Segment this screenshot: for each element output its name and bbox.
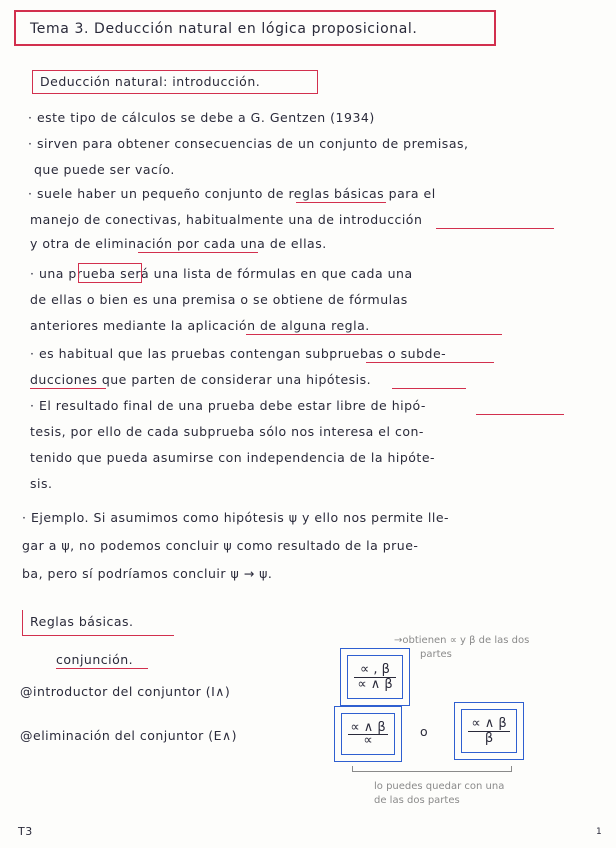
intro-rule-inner	[347, 655, 403, 699]
note-top-line-1: →obtienen ∝ y β de las dos	[394, 635, 530, 646]
line-16: · Ejemplo. Si asumimos como hipótesis ψ y ello nos permite lle-	[22, 510, 450, 525]
elim-rule-1-inner	[341, 713, 395, 755]
underline-subpruebas	[366, 362, 494, 363]
note-top-line-2: partes	[420, 649, 452, 660]
page-title: Tema 3. Deducción natural en lógica proposicional.	[30, 21, 418, 37]
intro-rule-box	[340, 648, 410, 706]
intro-rule-label: @introductor del conjuntor (I∧)	[20, 684, 231, 699]
title-box	[14, 10, 496, 46]
intro-rule-premise: ∝ , β	[360, 662, 390, 677]
line-5: manejo de conectivas, habitualmente una de introducción	[30, 212, 423, 227]
line-8: de ellas o bien es una premisa o se obtiene de fórmulas	[30, 292, 408, 307]
line-14: tenido que pueda asumirse con independencia de la hipóte-	[30, 450, 436, 465]
line-3: que puede ser vacío.	[34, 162, 175, 177]
footer-left: T3	[18, 825, 33, 838]
line-17: gar a ψ, no podemos concluir ψ como resultado de la prue-	[22, 538, 419, 553]
line-11: ducciones que parten de considerar una hipótesis.	[30, 372, 372, 387]
elim-rule-1-box	[334, 706, 402, 762]
underline-conjuncion	[56, 668, 148, 669]
bracket-line	[352, 766, 512, 772]
line-9: anteriores mediante la aplicación de alguna regla.	[30, 318, 370, 333]
elim-rule-2-box	[454, 702, 524, 760]
intro-rule-conclusion: ∝ ∧ β	[357, 677, 393, 692]
line-2: · sirven para obtener consecuencias de un conjunto de premisas,	[28, 136, 469, 151]
line-4: · suele haber un pequeño conjunto de reglas básicas para el	[28, 186, 436, 201]
underline-deducciones	[30, 388, 106, 389]
elim-rule-1-premise: ∝ ∧ β	[350, 720, 386, 735]
conjuncion-heading: conjunción.	[56, 652, 134, 667]
underline-libre-de-hipotesis	[476, 414, 564, 415]
box-prueba	[78, 263, 142, 283]
note-bottom-line-2: de las dos partes	[374, 795, 460, 806]
section-intro-heading: Deducción natural: introducción.	[40, 74, 261, 89]
line-15: sis.	[30, 476, 53, 491]
or-label: o	[420, 724, 429, 739]
underline-hipotesis	[392, 388, 466, 389]
line-13: tesis, por ello de cada subprueba sólo nos interesa el con-	[30, 424, 424, 439]
elim-rule-2-conclusion: β	[484, 731, 494, 746]
footer-right: 1	[596, 827, 603, 837]
line-12: · El resultado final de una prueba debe estar libre de hipó-	[30, 398, 426, 413]
line-10: · es habitual que las pruebas contengan subpruebas o subde-	[30, 346, 447, 361]
underline-reglas-basicas	[296, 202, 386, 203]
elim-rule-2-inner	[461, 709, 517, 753]
elim-rule-2-premise: ∝ ∧ β	[471, 716, 507, 731]
underline-aplicacion	[246, 334, 502, 335]
underline-introduccion	[436, 228, 554, 229]
line-6: y otra de eliminación por cada una de ellas.	[30, 236, 327, 251]
section-reglas-heading: Reglas básicas.	[30, 614, 134, 629]
note-bottom-line-1: lo puedes quedar con una	[374, 781, 505, 792]
line-7: · una prueba será una lista de fórmulas en que cada una	[30, 266, 413, 281]
line-1: · este tipo de cálculos se debe a G. Gentzen (1934)	[28, 110, 375, 125]
line-18: ba, pero sí podríamos concluir ψ → ψ.	[22, 566, 273, 581]
elim-rule-label: @eliminación del conjuntor (E∧)	[20, 728, 238, 743]
elim-rule-1-conclusion: ∝	[363, 733, 373, 748]
underline-eliminacion	[138, 252, 258, 253]
